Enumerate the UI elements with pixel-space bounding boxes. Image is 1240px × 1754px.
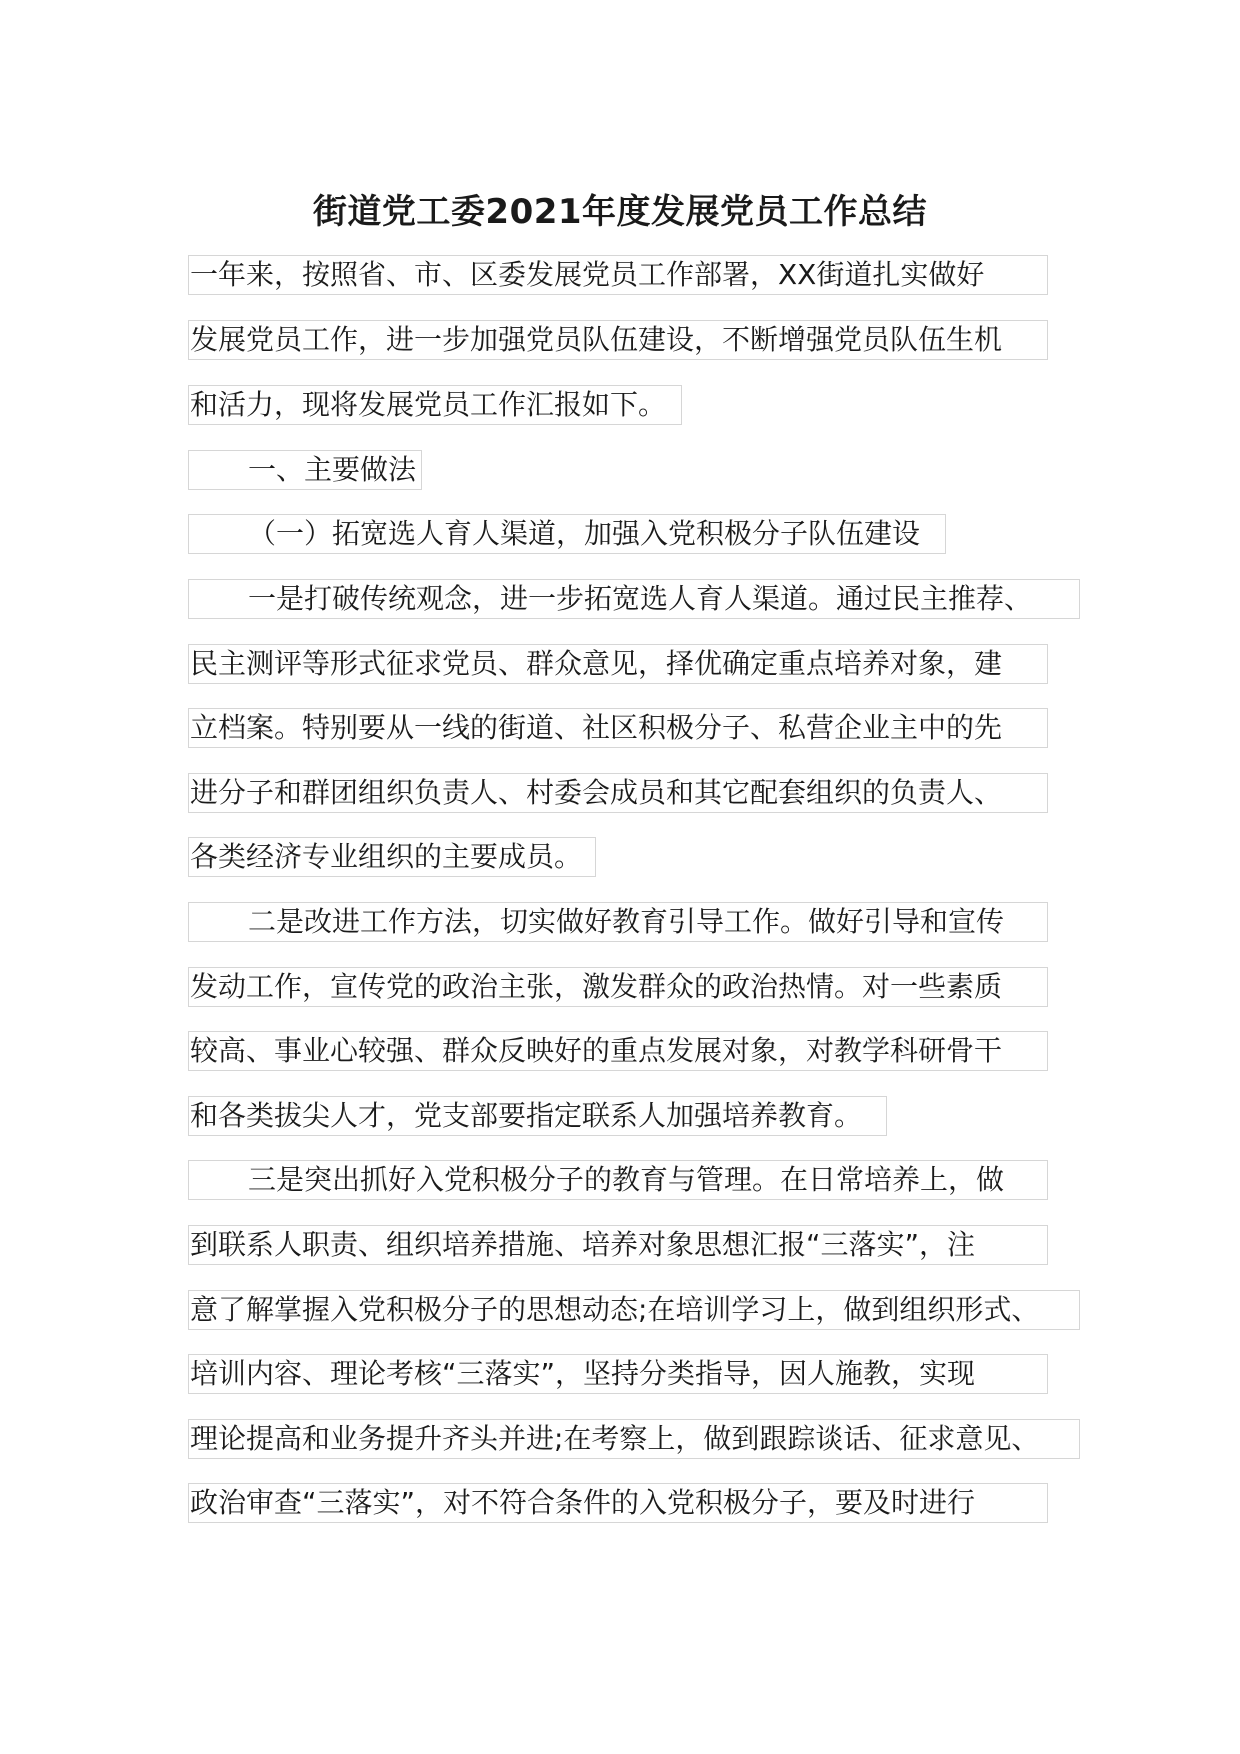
section-heading: 一、主要做法 <box>188 450 422 490</box>
subsection-heading: （一）拓宽选人育人渠道，加强入党积极分子队伍建设 <box>188 514 946 554</box>
text-line: 一是打破传统观念，进一步拓宽选人育人渠道。通过民主推荐、 <box>188 579 1080 619</box>
text-line: 较高、事业心较强、群众反映好的重点发展对象，对教学科研骨干 <box>188 1031 1048 1071</box>
text-line: 立档案。特别要从一线的街道、社区积极分子、私营企业主中的先 <box>188 708 1048 748</box>
text-line: 和各类拔尖人才，党支部要指定联系人加强培养教育。 <box>188 1096 887 1136</box>
text-line: 和活力，现将发展党员工作汇报如下。 <box>188 385 682 425</box>
text-line: 各类经济专业组织的主要成员。 <box>188 837 596 877</box>
text-line: 理论提高和业务提升齐头并进;在考察上，做到跟踪谈话、征求意见、 <box>188 1419 1080 1459</box>
text-line: 三是突出抓好入党积极分子的教育与管理。在日常培养上，做 <box>188 1160 1048 1200</box>
text-line: 政治审查“三落实”，对不符合条件的入党积极分子，要及时进行 <box>188 1483 1048 1523</box>
text-line: 二是改进工作方法，切实做好教育引导工作。做好引导和宣传 <box>188 902 1048 942</box>
text-line: 发动工作，宣传党的政治主张，激发群众的政治热情。对一些素质 <box>188 967 1048 1007</box>
text-line: 民主测评等形式征求党员、群众意见，择优确定重点培养对象，建 <box>188 644 1048 684</box>
text-line: 培训内容、理论考核“三落实”，坚持分类指导，因人施教，实现 <box>188 1354 1048 1394</box>
text-line: 进分子和群团组织负责人、村委会成员和其它配套组织的负责人、 <box>188 773 1048 813</box>
text-line: 一年来，按照省、市、区委发展党员工作部署，XX街道扎实做好 <box>188 255 1048 295</box>
text-line: 到联系人职责、组织培养措施、培养对象思想汇报“三落实”，注 <box>188 1225 1048 1265</box>
document-title: 街道党工委2021年度发展党员工作总结 <box>312 192 928 232</box>
text-line: 发展党员工作，进一步加强党员队伍建设，不断增强党员队伍生机 <box>188 320 1048 360</box>
text-line: 意了解掌握入党积极分子的思想动态;在培训学习上，做到组织形式、 <box>188 1290 1080 1330</box>
